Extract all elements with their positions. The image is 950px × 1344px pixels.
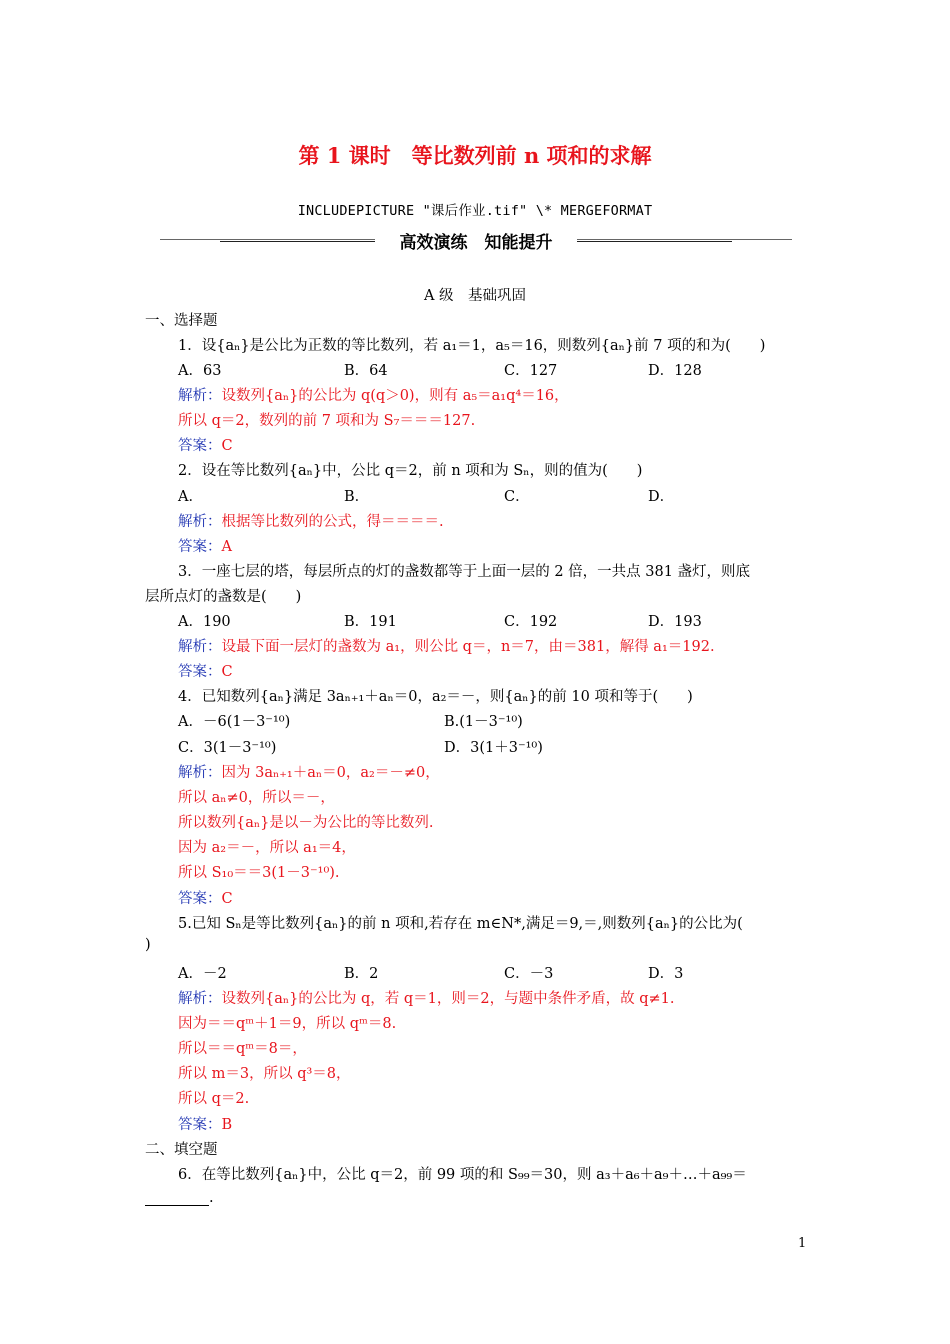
q4-option-a: A．－6(1－3⁻¹⁰) <box>178 714 291 730</box>
analysis-label: 解析： <box>178 991 222 1007</box>
question-4-stem: 4．已知数列{aₙ}满足 3aₙ₊₁＋aₙ＝0，a₂＝－，则{aₙ}的前 10 项和等于( ) <box>178 689 693 705</box>
q4-analysis-line-3: 所以数列{aₙ}是以－为公比的等比数列. <box>178 815 434 831</box>
question-1-stem: 1．设{aₙ}是公比为正数的等比数列，若 a₁＝1，a₅＝16，则数列{aₙ}前 7 项的和为( ) <box>178 338 766 354</box>
answer-value: C <box>221 438 233 454</box>
section-heading-fill: 二、填空题 <box>145 1142 218 1158</box>
q3-option-b: B．191 <box>344 614 397 630</box>
analysis-text: 设数列{aₙ}的公比为 q，若 q＝1，则＝2，与题中条件矛盾，故 q≠1. <box>221 991 675 1007</box>
section-banner <box>160 228 792 252</box>
banner-text: 高效演练 知能提升 <box>396 233 557 253</box>
analysis-text: 根据等比数列的公式，得＝＝＝＝. <box>221 514 444 530</box>
answer-label: 答案： <box>178 539 222 555</box>
answer-label: 答案： <box>178 664 222 680</box>
q3-option-a: A．190 <box>178 614 231 630</box>
q5-analysis-line-1 <box>178 987 828 1008</box>
q2-analysis-line-1 <box>178 510 828 531</box>
q6-period: . <box>209 1190 214 1206</box>
q3-option-c: C．192 <box>504 614 558 630</box>
q1-option-a: A．63 <box>178 363 222 379</box>
page-title: 第 1 课时 等比数列前 n 项和的求解 <box>298 143 652 168</box>
q4-answer <box>178 887 828 908</box>
q4-option-b: B.(1－3⁻¹⁰) <box>444 714 523 730</box>
q4-analysis-line-1 <box>178 761 828 782</box>
q5-option-b: B．2 <box>344 966 379 982</box>
analysis-label: 解析： <box>178 765 222 781</box>
analysis-text: 设数列{aₙ}的公比为 q(q＞0)，则有 a₅＝a₁q⁴＝16， <box>221 388 569 404</box>
question-5-stem-line-2: ) <box>145 937 151 953</box>
question-3-stem-line-1: 3．一座七层的塔，每层所点的灯的盏数都等于上面一层的 2 倍，一共点 381 盏灯，则底 <box>178 564 751 580</box>
q5-option-d: D．3 <box>648 966 684 982</box>
question-2-stem: 2．设在等比数列{aₙ}中，公比 q＝2，前 n 项和为 Sₙ，则的值为( ) <box>178 463 643 479</box>
answer-value: B <box>221 1117 233 1133</box>
q4-analysis-line-2: 所以 aₙ≠0，所以＝－， <box>178 790 335 806</box>
q1-answer <box>178 434 828 455</box>
q3-analysis-line-1 <box>178 635 828 656</box>
q1-option-d: D．128 <box>648 363 702 379</box>
q2-option-b: B． <box>344 489 370 505</box>
analysis-text: 设最下面一层灯的盏数为 a₁，则公比 q＝，n＝7，由＝381，解得 a₁＝192. <box>221 639 715 655</box>
q4-analysis-line-4: 因为 a₂＝－，所以 a₁＝4， <box>178 840 356 856</box>
q1-analysis-line-2: 所以 q＝2，数列的前 7 项和为 S₇＝＝＝127. <box>178 413 476 429</box>
analysis-label: 解析： <box>178 388 222 404</box>
q2-option-a: A． <box>178 489 203 505</box>
q5-analysis-line-2: 因为＝＝qᵐ＋1＝9，所以 qᵐ＝8. <box>178 1016 397 1032</box>
q1-option-c: C．127 <box>504 363 558 379</box>
q2-answer <box>178 535 828 556</box>
q2-option-d: D． <box>648 489 675 505</box>
q5-analysis-line-3: 所以＝＝qᵐ＝8＝， <box>178 1041 307 1057</box>
answer-label: 答案： <box>178 1117 222 1133</box>
include-field-code: INCLUDEPICTURE "课后作业.tif" \* MERGEFORMAT <box>297 203 653 219</box>
answer-blank[interactable] <box>145 1193 209 1206</box>
answer-value: C <box>221 891 233 907</box>
level-heading: A 级 基础巩固 <box>423 288 527 304</box>
q5-option-c: C．－3 <box>504 966 554 982</box>
analysis-text: 因为 3aₙ₊₁＋aₙ＝0，a₂＝－≠0， <box>221 765 440 781</box>
q5-analysis-line-5: 所以 q＝2. <box>178 1091 250 1107</box>
question-6-stem-line-2 <box>145 1190 825 1206</box>
q3-answer <box>178 660 828 681</box>
q3-option-d: D．193 <box>648 614 702 630</box>
analysis-label: 解析： <box>178 514 222 530</box>
question-6-stem-line-1: 6．在等比数列{aₙ}中，公比 q＝2，前 99 项的和 S₉₉＝30，则 a₃＋a₆＋a₉＋…＋a₉₉＝ <box>178 1167 747 1183</box>
page-number: 1 <box>798 1236 807 1251</box>
q2-option-c: C． <box>504 489 530 505</box>
answer-value: A <box>221 539 232 555</box>
answer-value: C <box>221 664 233 680</box>
question-3-stem-line-2: 层所点灯的盏数是( ) <box>145 589 302 605</box>
q4-analysis-line-5: 所以 S₁₀＝＝3(1－3⁻¹⁰). <box>178 865 340 881</box>
q1-option-b: B．64 <box>344 363 388 379</box>
answer-label: 答案： <box>178 438 222 454</box>
q4-option-c: C．3(1－3⁻¹⁰) <box>178 740 277 756</box>
q5-answer <box>178 1113 828 1134</box>
answer-label: 答案： <box>178 891 222 907</box>
question-5-stem-line-1: 5.已知 Sₙ是等比数列{aₙ}的前 n 项和,若存在 m∈N*,满足＝9,＝,则数列{aₙ}的公比为( <box>178 916 743 932</box>
q5-analysis-line-4: 所以 m＝3，所以 q³＝8， <box>178 1066 351 1082</box>
q5-option-a: A．－2 <box>178 966 227 982</box>
q1-analysis-line-1 <box>178 384 828 405</box>
analysis-label: 解析： <box>178 639 222 655</box>
q4-option-d: D．3(1＋3⁻¹⁰) <box>444 740 543 756</box>
section-heading-choice: 一、选择题 <box>145 313 218 329</box>
